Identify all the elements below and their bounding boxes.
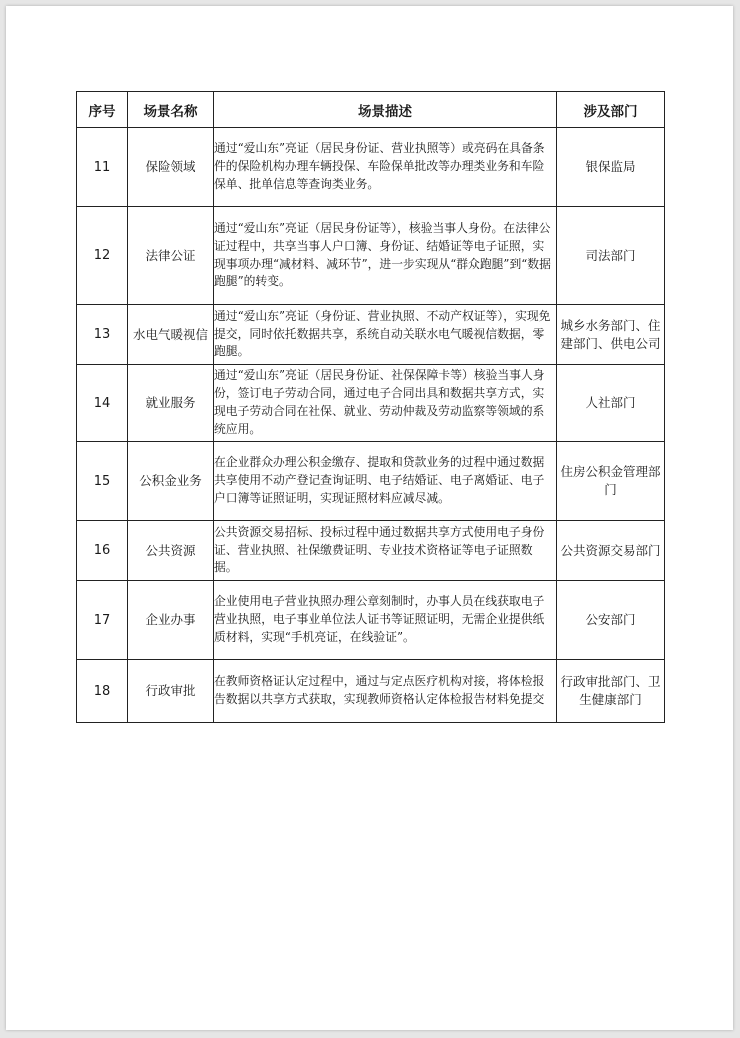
row-desc: 通过“爱山东”亮证（居民身份证、社保保障卡等）核验当事人身份，签订电子劳动合同，通过电子合同出具和数据共享方式，实现电子劳动合同在社保、就业、劳动仲裁及劳动监察等领域的系统应用。: [214, 365, 557, 442]
table-header-row: [77, 92, 665, 128]
header-name: 场景名称: [128, 92, 214, 128]
row-no: 14: [77, 365, 128, 442]
row-desc: 在企业群众办理公积金缴存、提取和贷款业务的过程中通过数据共享使用不动产登记查询证明、电子结婚证、电子离婚证、电子户口簿等证照证明，实现证照材料应减尽减。: [214, 442, 557, 521]
row-dept: 城乡水务部门、住建部门、供电公司: [557, 305, 665, 365]
row-name: 企业办事: [128, 581, 214, 660]
header-dept: 涉及部门: [557, 92, 665, 128]
table-row: [77, 442, 665, 521]
row-no: 18: [77, 660, 128, 723]
row-name: 行政审批: [128, 660, 214, 723]
row-desc: 公共资源交易招标、投标过程中通过数据共享方式使用电子身份证、营业执照、社保缴费证明、专业技术资格证等电子证照数据。: [214, 521, 557, 581]
row-no: 13: [77, 305, 128, 365]
row-dept: 银保监局: [557, 128, 665, 207]
scenes-table: [76, 91, 665, 723]
row-name: 公积金业务: [128, 442, 214, 521]
header-no: 序号: [77, 92, 128, 128]
row-dept: 人社部门: [557, 365, 665, 442]
row-no: 11: [77, 128, 128, 207]
table-row: [77, 365, 665, 442]
row-no: 12: [77, 207, 128, 305]
row-name: 公共资源: [128, 521, 214, 581]
row-name: 法律公证: [128, 207, 214, 305]
table-row: [77, 660, 665, 723]
header-desc: 场景描述: [214, 92, 557, 128]
row-desc: 企业使用电子营业执照办理公章刻制时，办事人员在线获取电子营业执照，电子事业单位法人证书等证照证明，无需企业提供纸质材料，实现“手机亮证，在线验证”。: [214, 581, 557, 660]
row-name: 水电气暖视信: [128, 305, 214, 365]
table-row: [77, 128, 665, 207]
table-row: [77, 581, 665, 660]
row-desc: 通过“爱山东”亮证（身份证、营业执照、不动产权证等），实现免提交，同时依托数据共享，系统自动关联水电气暖视信数据，零跑腿。: [214, 305, 557, 365]
row-name: 保险领域: [128, 128, 214, 207]
row-name: 就业服务: [128, 365, 214, 442]
row-dept: 行政审批部门、卫生健康部门: [557, 660, 665, 723]
row-no: 15: [77, 442, 128, 521]
row-no: 16: [77, 521, 128, 581]
document-page: [6, 6, 733, 1030]
row-dept: 住房公积金管理部门: [557, 442, 665, 521]
row-desc: 通过“爱山东”亮证（居民身份证等），核验当事人身份。在法律公证过程中，共享当事人户口簿、身份证、结婚证等电子证照，实现事项办理“减材料、减环节”，进一步实现从“群众跑腿”到“数据跑腿”的转变。: [214, 207, 557, 305]
row-dept: 司法部门: [557, 207, 665, 305]
row-dept: 公共资源交易部门: [557, 521, 665, 581]
row-dept: 公安部门: [557, 581, 665, 660]
row-desc: 通过“爱山东”亮证（居民身份证、营业执照等）或亮码在具备条件的保险机构办理车辆投保、车险保单批改等办理类业务和车险保单、批单信息等查询类业务。: [214, 128, 557, 207]
row-no: 17: [77, 581, 128, 660]
table-row: [77, 305, 665, 365]
table-row: [77, 521, 665, 581]
row-desc: 在教师资格证认定过程中，通过与定点医疗机构对接，将体检报告数据以共享方式获取，实现教师资格认定体检报告材料免提交: [214, 660, 557, 723]
table-row: [77, 207, 665, 305]
